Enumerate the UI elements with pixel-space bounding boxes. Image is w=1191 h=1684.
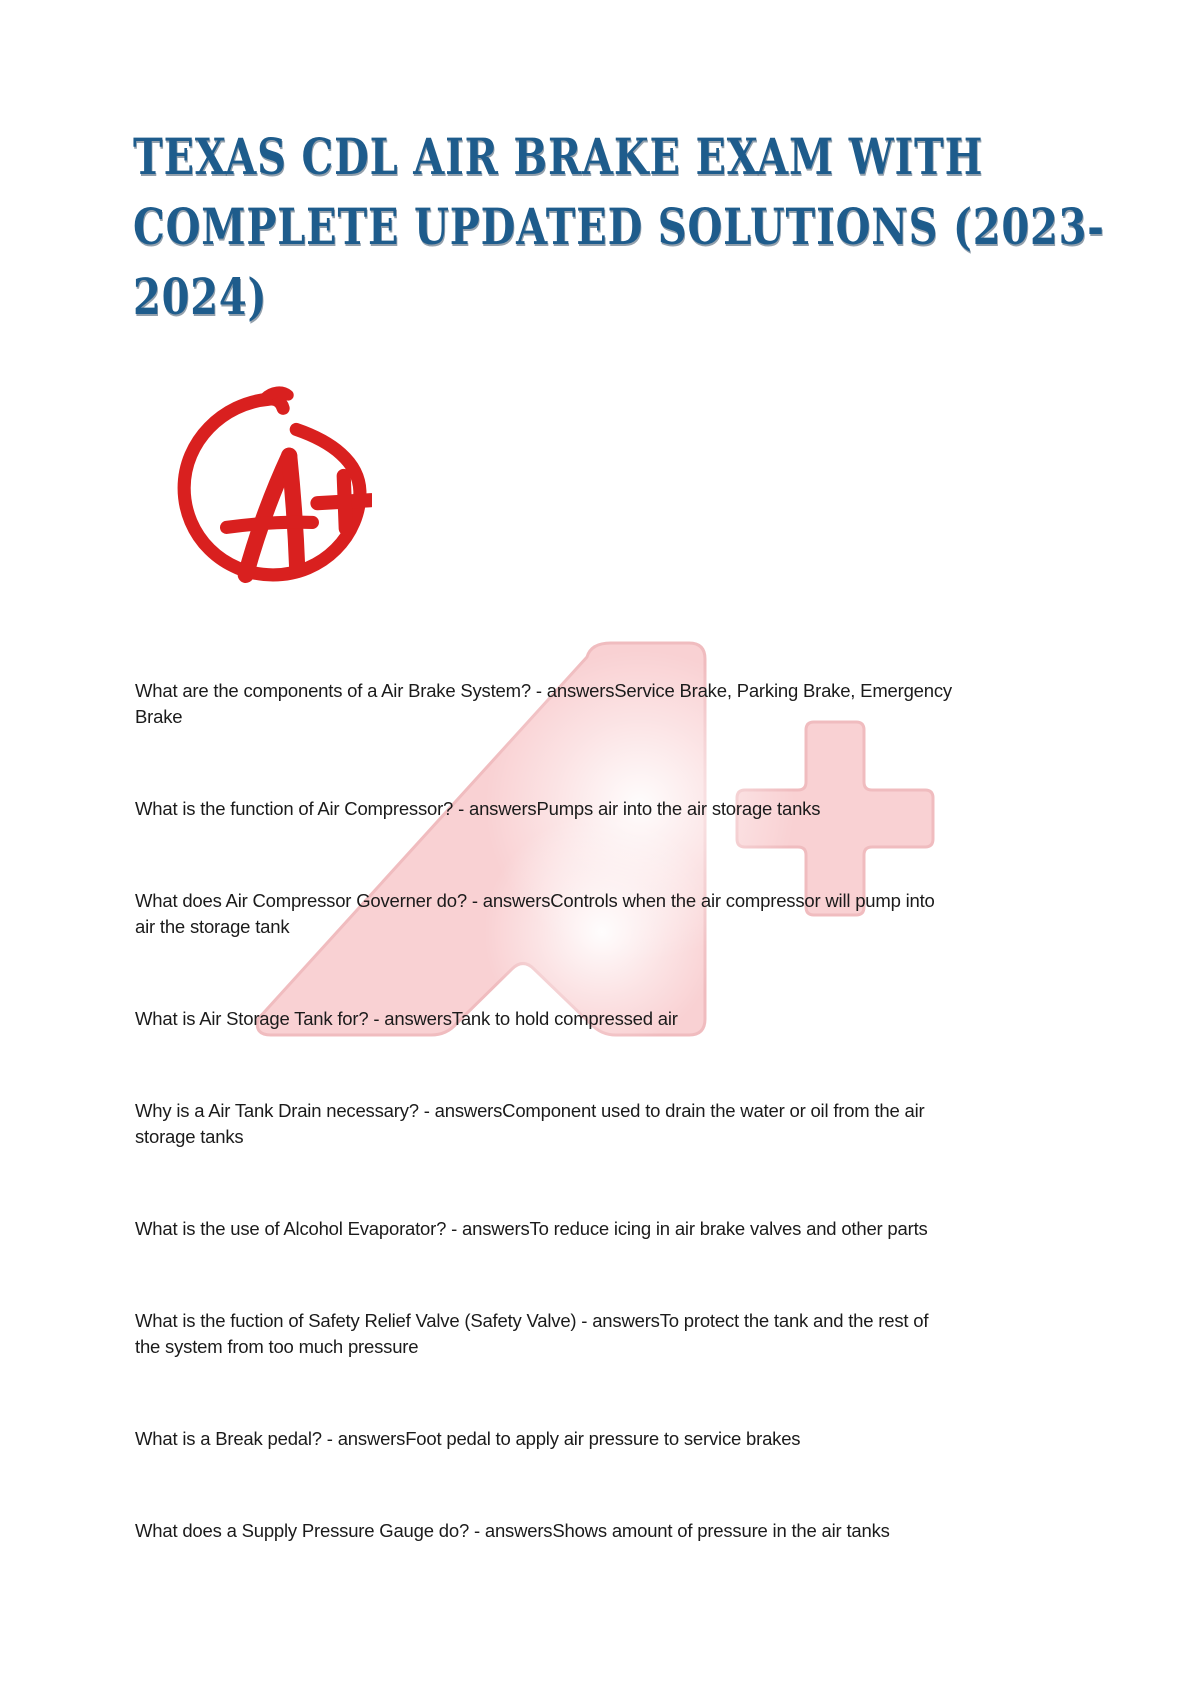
qa-line: Brake [135,706,183,727]
qa-line: the system from too much pressure [135,1336,419,1357]
logo-a-crossbar [227,522,313,527]
a-plus-logo [170,383,372,585]
page-title-line: COMPLETE UPDATED SOLUTIONS (2023- [133,197,1105,256]
qa-paragraph [135,796,1095,822]
a-plus-grade-icon [170,383,372,585]
qa-line: What is the use of Alcohol Evaporator? - answersTo reduce icing in air brake valves and other parts [135,1218,928,1239]
logo-a-right-leg [289,456,297,570]
qa-line: What does Air Compressor Governer do? - answersControls when the air compressor will pump into [135,890,935,911]
page-title-line: 2024) [133,267,268,326]
page-title-line: TEXAS CDL AIR BRAKE EXAM WITH [133,127,984,186]
page-title [133,122,1191,332]
qa-line: What is Air Storage Tank for? - answersTank to hold compressed air [135,1008,678,1029]
qa-line: air the storage tank [135,916,290,937]
qa-list [135,678,1095,1610]
qa-paragraph [135,1518,1095,1544]
qa-line: What is a Break pedal? - answersFoot pedal to apply air pressure to service brakes [135,1428,801,1449]
logo-pen-flick [265,392,288,398]
qa-line: What is the fuction of Safety Relief Valve (Safety Valve) - answersTo protect the tank and the rest of [135,1310,929,1331]
logo-plus-vertical [344,476,346,529]
qa-line: What is the function of Air Compressor? - answersPumps air into the air storage tanks [135,798,821,819]
qa-paragraph [135,888,1095,940]
qa-paragraph [135,1006,1095,1032]
qa-paragraph [135,1098,1095,1150]
qa-line: storage tanks [135,1126,244,1147]
qa-paragraph [135,1426,1095,1452]
qa-line: What are the components of a Air Brake System? - answersService Brake, Parking Brake, Emergency [135,680,952,701]
qa-paragraph [135,1308,1095,1360]
qa-paragraph [135,678,1095,730]
qa-line: Why is a Air Tank Drain necessary? - answersComponent used to drain the water or oil from the air [135,1100,925,1121]
qa-line: What does a Supply Pressure Gauge do? - answersShows amount of pressure in the air tanks [135,1520,890,1541]
logo-a-left-leg [246,456,289,575]
qa-paragraph [135,1216,1095,1242]
